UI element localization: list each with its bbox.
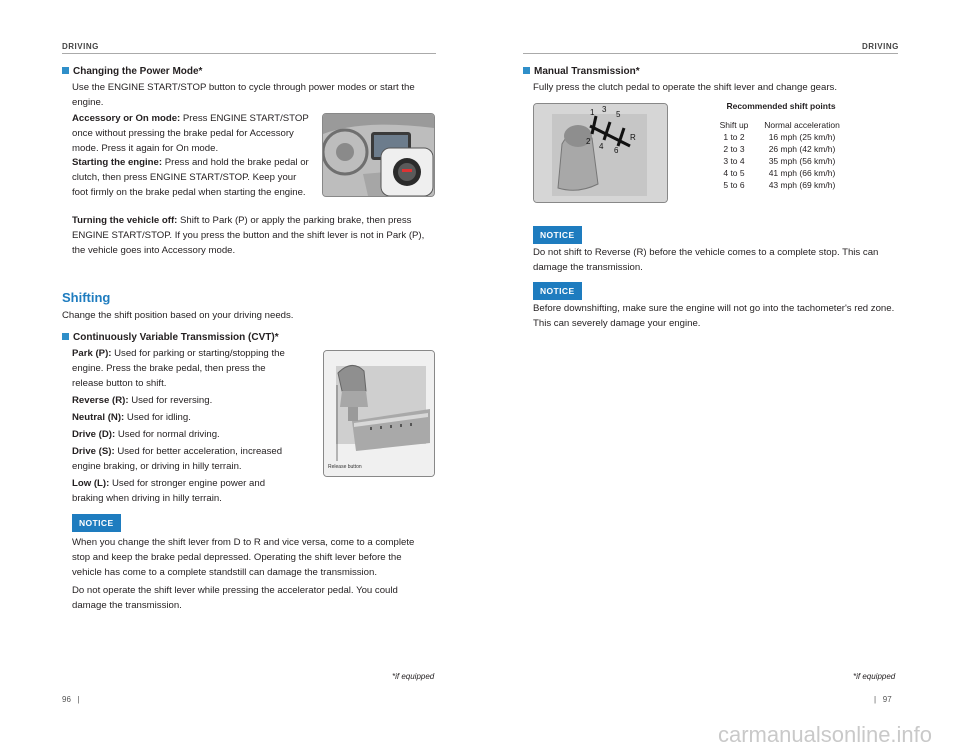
table-row: 4 to 5 41 mph (66 km/h) <box>723 168 836 178</box>
shifting-intro: Change the shift position based on your driving needs. <box>62 310 294 321</box>
power-mode-heading: Changing the Power Mode* <box>62 66 202 77</box>
low-item: Low (L): Used for stronger engine power and braking when driving in hilly terrain. <box>72 478 266 504</box>
accel-col-header: Normal acceleration <box>764 120 840 130</box>
gear-digit: 6 <box>614 146 619 155</box>
table-row: 1 to 2 16 mph (25 km/h) <box>723 132 836 142</box>
gear-digit: 3 <box>602 105 607 114</box>
accessory-mode-paragraph: Accessory or On mode: Press ENGINE START/STOP once without pressing the brake pedal for Accessory mode. Press it again for On mode. <box>72 113 309 154</box>
right-page-number: | 97 <box>874 695 892 704</box>
shifting-section-title: Shifting <box>62 290 111 305</box>
gear-digit: 1 <box>590 108 595 117</box>
left-notice-text <box>72 535 432 613</box>
reverse-item: Reverse (R): Used for reversing. <box>72 395 213 406</box>
gear-digit: 5 <box>616 110 621 119</box>
bullet-square <box>62 333 69 340</box>
engine-start-button-image <box>322 113 435 197</box>
shift-points-title: Recommended shift points <box>726 101 836 111</box>
watermark-text: carmanualsonline.info <box>718 722 933 747</box>
park-item: Park (P): Used for parking or starting/stopping the engine. Press the brake pedal, then press the release button to shift. <box>72 348 285 389</box>
manual-transmission-heading: Manual Transmission* <box>523 66 640 77</box>
bullet-square <box>62 67 69 74</box>
release-button-caption: Release button <box>328 464 362 470</box>
gear-digit: R <box>630 133 636 142</box>
cvt-heading: Continuously Variable Transmission (CVT)* <box>62 332 279 343</box>
left-page-header: DRIVING <box>62 42 99 51</box>
right-notice-badge-1: NOTICE <box>533 226 582 244</box>
right-notice-badge-2: NOTICE <box>533 282 582 300</box>
right-header-rule <box>523 53 898 54</box>
manual-intro: Fully press the clutch pedal to operate the shift lever and change gears. <box>533 82 837 93</box>
gear-digit: 2 <box>586 137 591 146</box>
notice-paragraph-2: Do not operate the shift lever while pressing the accelerator pedal. You could damage the transmission. <box>72 585 398 611</box>
left-page-number: 96 | <box>62 695 80 704</box>
manual-shift-lever-image <box>533 103 668 203</box>
right-notice-text-2: Before downshifting, make sure the engine will not go into the tachometer's red zone. This can severely damage your engine. <box>533 303 895 329</box>
left-notice-badge: NOTICE <box>72 514 121 532</box>
right-page-header: DRIVING <box>862 42 899 51</box>
drive-s-item: Drive (S): Used for better acceleration, increased engine braking, or driving in hilly terrain. <box>72 446 283 472</box>
dashboard-illustration <box>323 114 434 196</box>
right-footnote: *if equipped <box>853 672 896 681</box>
table-row: 5 to 6 43 mph (69 km/h) <box>723 180 836 190</box>
starting-engine-paragraph: Starting the engine: Press and hold the brake pedal or clutch, then press ENGINE START/STOP. Keep your foot firmly on the brake pedal when starting the engine. <box>72 157 309 198</box>
right-notice-text-1: Do not shift to Reverse (R) before the vehicle comes to a complete stop. This can damage the transmission. <box>533 247 879 273</box>
manual-shifter-illustration <box>534 104 667 202</box>
cvt-shifter-illustration <box>324 351 434 476</box>
left-header-rule <box>62 53 436 54</box>
gear-digit: 4 <box>599 142 604 151</box>
drive-item: Drive (D): Used for normal driving. <box>72 429 220 440</box>
notice-paragraph-1: When you change the shift lever from D to R and vice versa, come to a complete stop and keep the brake pedal depressed. Operating the shift lever before the vehicle has come to a complete standstill can damage the transmission. <box>72 537 415 578</box>
cvt-shift-lever-image <box>323 350 435 477</box>
table-row: 3 to 4 35 mph (56 km/h) <box>723 156 836 166</box>
shift-col-header: Shift up <box>719 120 749 130</box>
left-footnote: *if equipped <box>392 672 435 681</box>
cvt-gear-list <box>72 346 294 506</box>
neutral-item: Neutral (N): Used for idling. <box>72 412 191 423</box>
turning-off-paragraph: Turning the vehicle off: Shift to Park (P) or apply the parking brake, then press ENGINE START/STOP. If you press the button and the shift lever is not in Park (P), the vehicle goes into Accessory mode. <box>72 215 425 256</box>
shift-points-table <box>712 119 848 191</box>
table-row: 2 to 3 26 mph (42 km/h) <box>723 144 836 154</box>
bullet-square <box>523 67 530 74</box>
power-mode-intro: Use the ENGINE START/STOP button to cycle through power modes or start the engine. <box>72 82 415 108</box>
